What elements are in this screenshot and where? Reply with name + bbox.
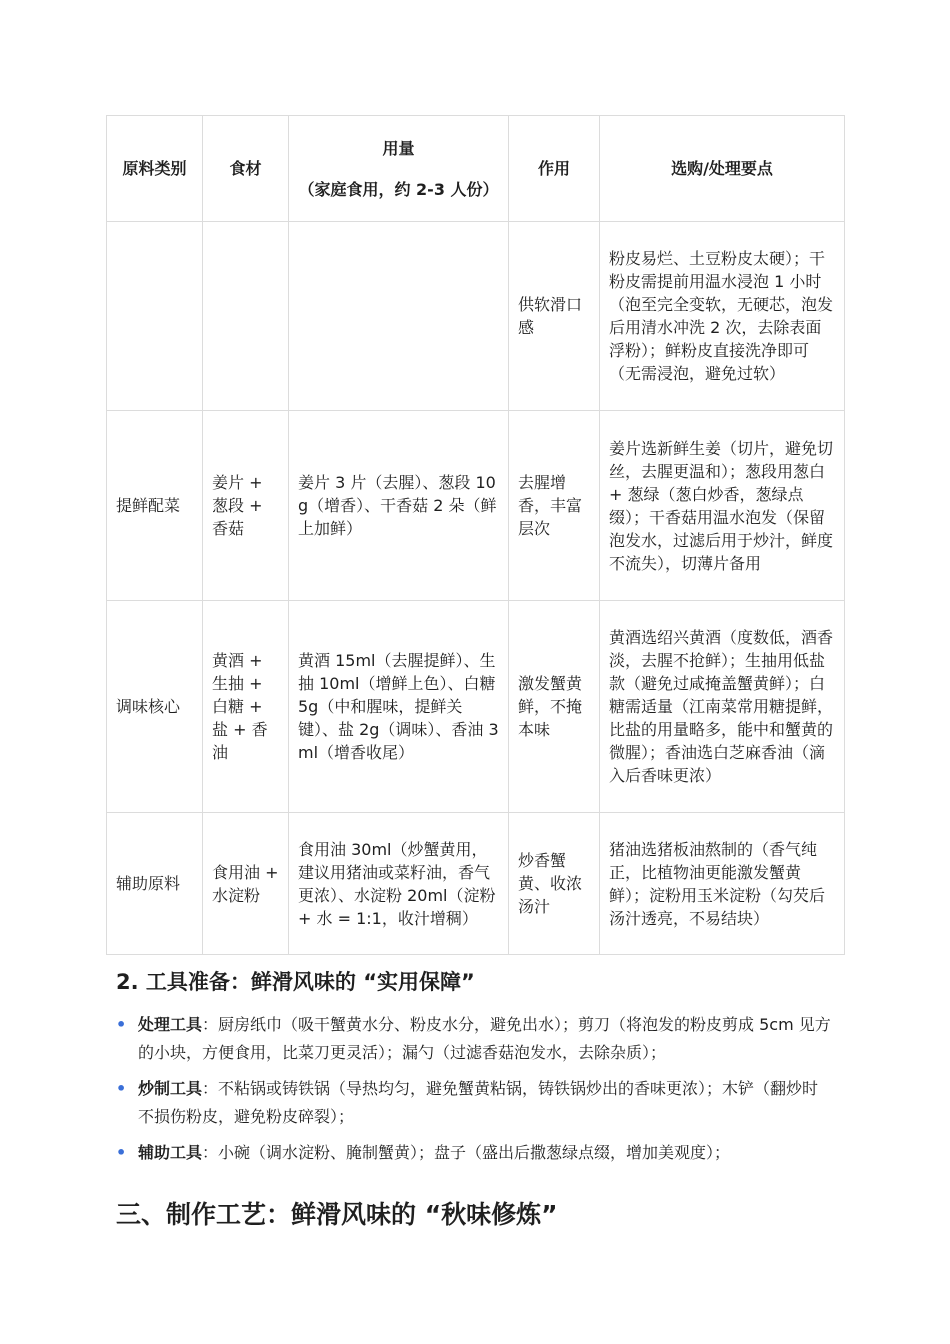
cell-amount [289, 222, 509, 411]
chapter-title-process: 三、制作工艺：鲜滑风味的 “秋味修炼” [116, 1200, 558, 1229]
item-label: 处理工具 [138, 1015, 203, 1034]
table-row [107, 601, 845, 813]
table-row [107, 411, 845, 601]
table-header-row [107, 116, 845, 222]
bullet-icon: • [116, 1143, 127, 1162]
cell-tips: 粉皮易烂、土豆粉皮太硬）；干粉皮需提前用温水浸泡 1 小时（泡至完全变软，无硬芯，泡发后用清水冲洗 2 次，去除表面浮粉）；鲜粉皮直接洗净即可（无需浸泡，避免过软） [600, 222, 845, 411]
section-title-tools: 2. 工具准备：鲜滑风味的 “实用保障” [116, 970, 475, 994]
cell-amount: 食用油 30ml（炒蟹黄用，建议用猪油或菜籽油，香气更浓）、水淀粉 20ml（淀粉 + 水 = 1:1，收汁增稠） [289, 813, 509, 955]
item-label: 辅助工具 [138, 1143, 203, 1162]
header-function: 作用 [509, 116, 600, 222]
cell-function: 去腥增香，丰富层次 [509, 411, 600, 601]
cell-function: 炒香蟹黄、收浓汤汁 [509, 813, 600, 955]
cell-tips: 姜片选新鲜生姜（切片，避免切丝，去腥更温和）；葱段用葱白 + 葱绿（葱白炒香，葱绿点缀）；干香菇用温水泡发（保留泡发水，过滤后用于炒汁，鲜度不流失），切薄片备用 [600, 411, 845, 601]
cell-ingredient: 姜片 + 葱段 + 香菇 [203, 411, 289, 601]
item-text: ：厨房纸巾（吸干蟹黄水分、粉皮水分，避免出水）；剪刀（将泡发的粉皮剪成 5cm 见方的小块，方便食用，比菜刀更灵活）；漏勺（过滤香菇泡发水，去除杂质）； [138, 1015, 831, 1062]
cell-tips: 黄酒选绍兴黄酒（度数低，酒香淡，去腥不抢鲜）；生抽用低盐款（避免过咸掩盖蟹黄鲜）；白糖需适量（江南菜常用糖提鲜，比盐的用量略多，能中和蟹黄的微腥）；香油选白芝麻香油（滴入后香味更浓） [600, 601, 845, 813]
cell-category [107, 222, 203, 411]
cell-ingredient [203, 222, 289, 411]
table-row [107, 222, 845, 411]
header-amount [289, 116, 509, 222]
header-tips: 选购/处理要点 [600, 116, 845, 222]
table-row [107, 813, 845, 955]
tools-list [116, 1011, 834, 1175]
list-item [116, 1011, 834, 1067]
ingredients-table [106, 115, 845, 955]
cell-category: 调味核心 [107, 601, 203, 813]
header-amount-title: 用量 [382, 138, 415, 158]
cell-ingredient: 黄酒 + 生抽 + 白糖 + 盐 + 香油 [203, 601, 289, 813]
cell-category: 辅助原料 [107, 813, 203, 955]
cell-amount: 黄酒 15ml（去腥提鲜）、生抽 10ml（增鲜上色）、白糖 5g（中和腥味，提鲜关键）、盐 2g（调味）、香油 3ml（增香收尾） [289, 601, 509, 813]
cell-category: 提鲜配菜 [107, 411, 203, 601]
header-category: 原料类别 [107, 116, 203, 222]
cell-ingredient: 食用油 + 水淀粉 [203, 813, 289, 955]
list-item [116, 1139, 834, 1167]
cell-tips: 猪油选猪板油熬制的（香气纯正，比植物油更能激发蟹黄鲜）；淀粉用玉米淀粉（勾芡后汤汁透亮，不易结块） [600, 813, 845, 955]
item-text: ：不粘锅或铸铁锅（导热均匀，避免蟹黄粘锅，铸铁锅炒出的香味更浓）；木铲（翻炒时不损伤粉皮，避免粉皮碎裂）； [138, 1079, 819, 1126]
list-item [116, 1075, 834, 1131]
bullet-icon: • [116, 1079, 127, 1098]
cell-function: 供软滑口感 [509, 222, 600, 411]
cell-amount: 姜片 3 片（去腥）、葱段 10g（增香）、干香菇 2 朵（鲜上加鲜） [289, 411, 509, 601]
header-amount-subtitle: （家庭食用，约 2-3 人份） [298, 179, 499, 199]
cell-function: 激发蟹黄鲜，不掩本味 [509, 601, 600, 813]
header-ingredient: 食材 [203, 116, 289, 222]
bullet-icon: • [116, 1015, 127, 1034]
item-text: ：小碗（调水淀粉、腌制蟹黄）；盘子（盛出后撒葱绿点缀，增加美观度）； [202, 1143, 731, 1162]
item-label: 炒制工具 [138, 1079, 203, 1098]
